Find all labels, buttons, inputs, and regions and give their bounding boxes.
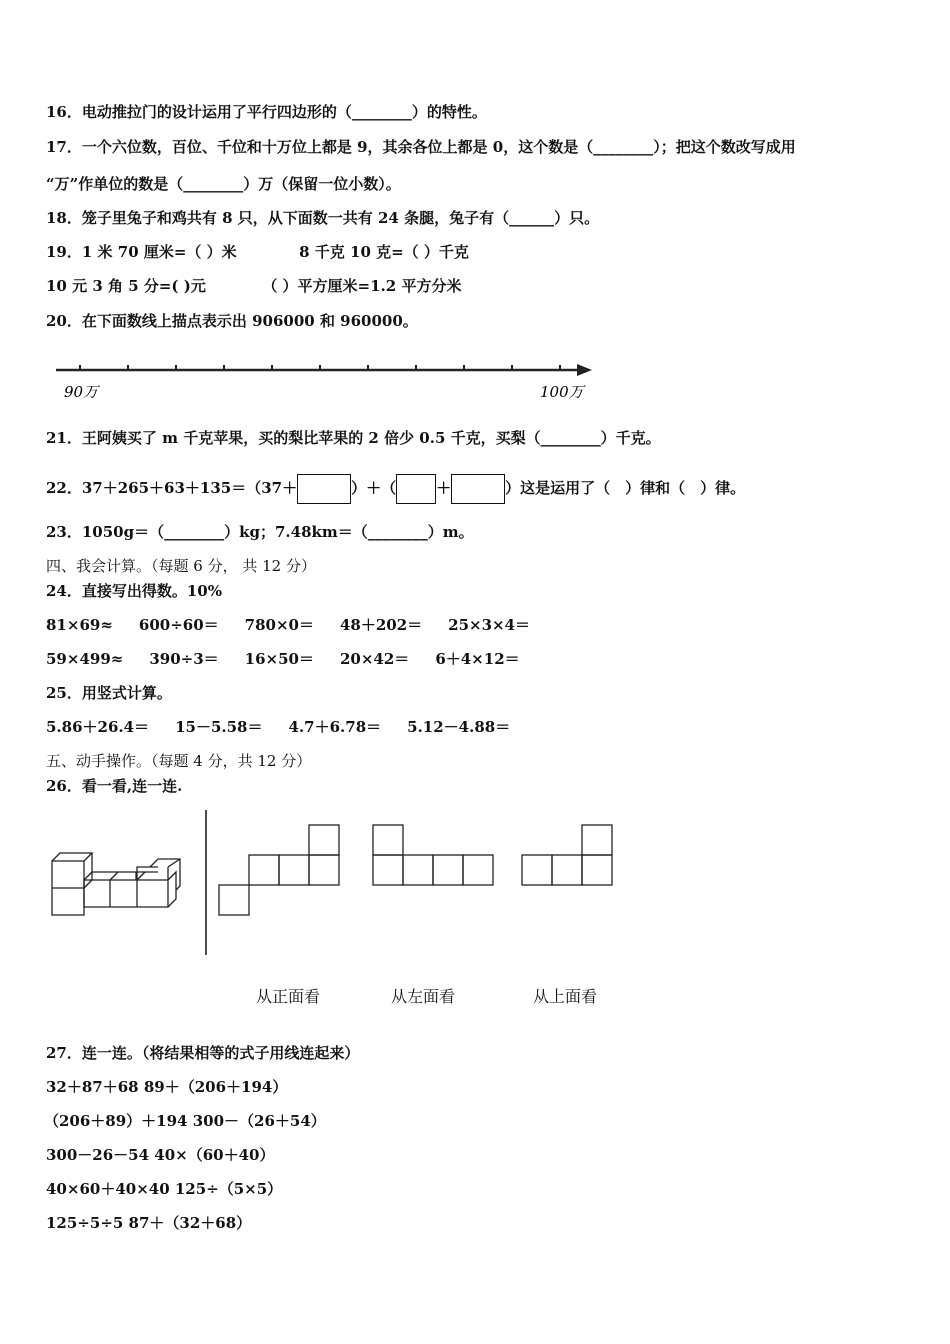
question-19-row2 — [46, 276, 461, 296]
q22-part1: 22．37＋265＋63＋135＝（37＋ — [46, 479, 298, 497]
q24-item: 20×42＝ — [339, 650, 410, 668]
q24-item: 600÷60＝ — [138, 616, 219, 634]
question-19-row1 — [46, 242, 469, 262]
q27-row: 32＋87＋68 89＋（206＋194） — [46, 1078, 288, 1096]
view-label-front: 从正面看 — [256, 987, 321, 1006]
question-23: 23．1050g＝（________）kg；7.48km＝（________）m。 — [46, 523, 474, 541]
q25-item: 15－5.58＝ — [175, 718, 263, 736]
question-21: 21．王阿姨买了 m 千克苹果，买的梨比苹果的 2 倍少 0.5 千克，买梨（________）千克。 — [46, 429, 661, 447]
q22-blank-box-1[interactable] — [297, 474, 351, 504]
q25-item: 5.12－4.88＝ — [407, 718, 511, 736]
q27-row: 125÷5÷5 87＋（32＋68） — [46, 1214, 252, 1232]
q22-part4: ）这是运用了（ ）律和（ ）律。 — [505, 479, 746, 497]
q22-part3: ＋ — [436, 479, 452, 497]
q24-row-1 — [46, 615, 556, 635]
q24-item: 59×499≈ — [46, 650, 124, 668]
q24-item: 6＋4×12＝ — [435, 650, 520, 668]
q24-item: 81×69≈ — [46, 616, 113, 634]
q24-item: 25×3×4＝ — [448, 616, 531, 634]
question-18: 18．笼子里兔子和鸡共有 8 只，从下面数一共有 24 条腿，兔子有（______）只。 — [46, 209, 600, 227]
number-line-left-label: 90万 — [64, 383, 99, 401]
q24-row-2 — [46, 649, 546, 669]
question-22 — [46, 471, 745, 505]
q22-blank-box-3[interactable] — [451, 474, 505, 504]
question-26: 26．看一看,连一连. — [46, 777, 183, 795]
view-label-top: 从上面看 — [533, 987, 598, 1006]
q25-item: 4.7＋6.78＝ — [288, 718, 382, 736]
section-5-heading: 五、动手操作。（每题 4 分，共 12 分） — [46, 752, 312, 770]
question-24: 24．直接写出得数。10% — [46, 582, 223, 600]
q24-item: 16×50＝ — [244, 650, 314, 668]
q24-item: 390÷3＝ — [149, 650, 219, 668]
question-25: 25．用竖式计算。 — [46, 684, 172, 702]
q25-row — [46, 717, 536, 737]
q22-blank-box-2[interactable] — [396, 474, 436, 504]
question-17-line1: 17．一个六位数，百位、千位和十万位上都是 9，其余各位上都是 0，这个数是（________）；把这个数改写成用 — [46, 138, 796, 156]
q27-row: 300－26－54 40×（60＋40） — [46, 1146, 275, 1164]
q19-yuan: 10 元 3 角 5 分=( )元 — [46, 277, 206, 295]
q19-area: （ ）平方厘米=1.2 平方分米 — [262, 277, 462, 295]
q19-meter: 19．1 米 70 厘米=（ ）米 — [46, 243, 237, 261]
q27-row: （206＋89）＋194 300－（26＋54） — [44, 1112, 326, 1130]
q24-item: 48＋202＝ — [339, 616, 423, 634]
section-4-heading: 四、我会计算。（每题 6 分， 共 12 分） — [46, 557, 316, 575]
q19-kilogram: 8 千克 10 克=（ ）千克 — [299, 243, 469, 261]
question-20: 20．在下面数线上描点表示出 906000 和 960000。 — [46, 312, 418, 330]
question-17-line2: “万”作单位的数是（________）万（保留一位小数）。 — [46, 175, 401, 193]
q25-item: 5.86＋26.4＝ — [46, 718, 150, 736]
question-16: 16．电动推拉门的设计运用了平行四边形的（________）的特性。 — [46, 103, 487, 121]
number-line-right-label: 100万 — [540, 383, 584, 401]
q22-part2: ）＋（ — [351, 479, 397, 497]
question-27: 27．连一连。（将结果相等的式子用线连起来） — [46, 1044, 360, 1062]
view-label-left: 从左面看 — [391, 987, 456, 1006]
q27-row: 40×60＋40×40 125÷（5×5） — [46, 1180, 283, 1198]
q24-item: 780×0＝ — [244, 616, 314, 634]
cube-views-figure — [40, 805, 640, 965]
number-line — [50, 355, 610, 405]
